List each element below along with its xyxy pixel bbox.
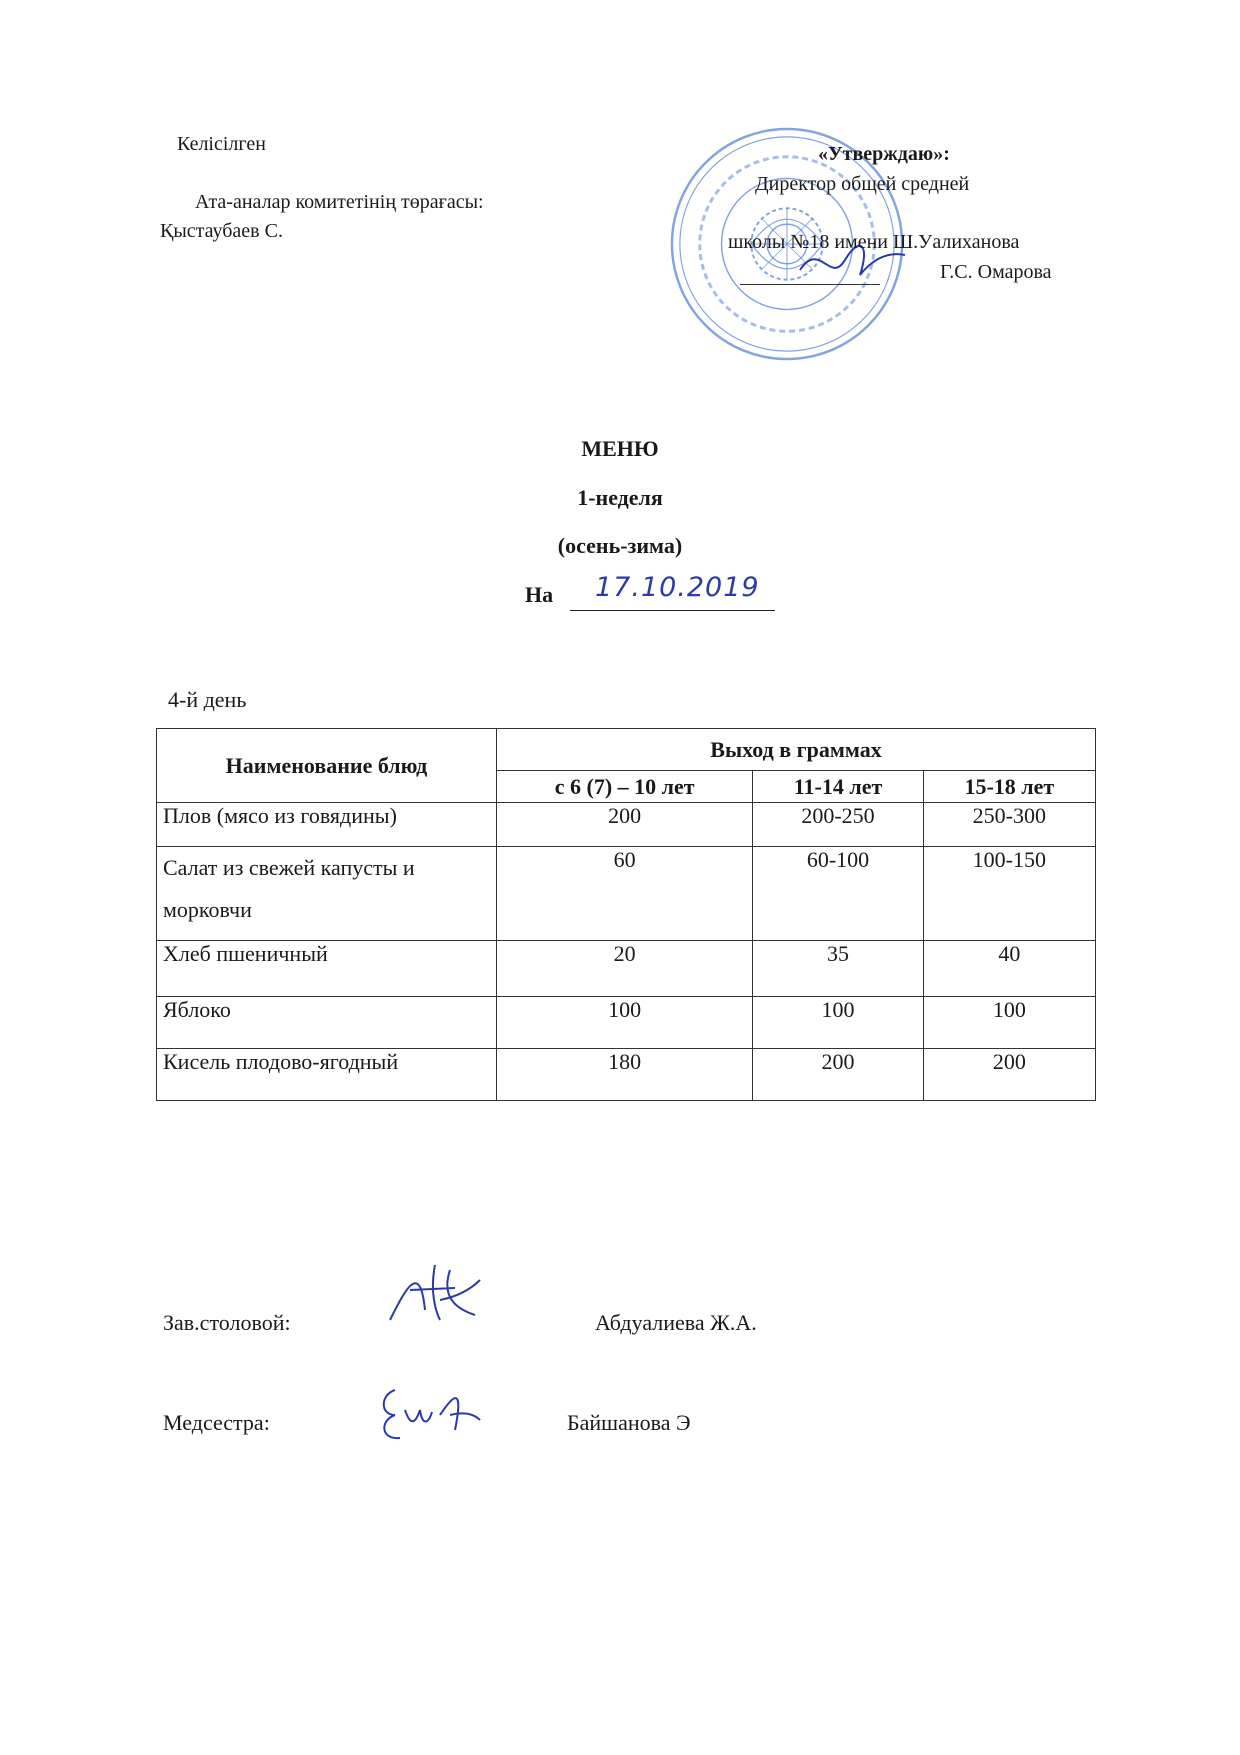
table-row (157, 847, 1096, 941)
head-canteen-label: Зав.столовой: (163, 1310, 291, 1335)
portion-value: 40 (923, 941, 1095, 997)
director-position-line2: школы №18 имени Ш.Уалиханова (728, 231, 1020, 253)
output-header: Выход в граммах (497, 729, 1096, 771)
nurse-name: Байшанова Э (567, 1410, 691, 1435)
portion-value: 35 (753, 941, 923, 997)
portion-value: 180 (497, 1049, 753, 1101)
director-name: Г.С. Омарова (940, 261, 1052, 283)
date-value: 17.10.2019 (595, 572, 760, 603)
week-title: 1-неделя (577, 485, 663, 510)
portion-value: 250-300 (923, 803, 1095, 847)
head-canteen-signature-icon (380, 1250, 490, 1340)
table-row (157, 941, 1096, 997)
director-position-line1: Директор общей средней (755, 173, 970, 195)
agreed-label: Келісілген (177, 133, 266, 155)
menu-title: МЕНЮ (581, 436, 659, 461)
table-row (157, 803, 1096, 847)
dish-name: Плов (мясо из говядины) (157, 803, 497, 847)
portion-value: 60-100 (753, 847, 923, 941)
portion-value: 100-150 (923, 847, 1095, 941)
portion-value: 20 (497, 941, 753, 997)
director-signature-line (740, 284, 880, 285)
head-canteen-name: Абдуалиева Ж.А. (595, 1310, 757, 1335)
dish-name: Яблоко (157, 997, 497, 1049)
menu-table (156, 728, 1096, 1101)
table-row (157, 1049, 1096, 1101)
portion-value: 60 (497, 847, 753, 941)
nurse-signature-icon (370, 1370, 490, 1450)
season-title: (осень-зима) (557, 533, 683, 558)
nurse-label: Медсестра: (163, 1410, 270, 1435)
dish-name-header: Наименование блюд (157, 729, 497, 803)
portion-value: 200-250 (753, 803, 923, 847)
portion-value: 200 (497, 803, 753, 847)
dish-name: Салат из свежей капусты и морковчи (163, 855, 415, 922)
committee-role: Ата-аналар комитетінің төрағасы: (195, 191, 484, 213)
date-underline (570, 610, 775, 611)
table-row (157, 997, 1096, 1049)
date-label: На (525, 582, 554, 607)
age-group-header: 11-14 лет (753, 771, 923, 803)
dish-name: Хлеб пшеничный (157, 941, 497, 997)
dish-name: Кисель плодово-ягодный (157, 1049, 497, 1101)
committee-name: Қыстаубаев С. (160, 220, 283, 242)
age-group-header: с 6 (7) – 10 лет (497, 771, 753, 803)
portion-value: 100 (753, 997, 923, 1049)
portion-value: 200 (753, 1049, 923, 1101)
approve-title: «Утверждаю»: (818, 143, 950, 165)
portion-value: 100 (497, 997, 753, 1049)
age-group-header: 15-18 лет (923, 771, 1095, 803)
portion-value: 100 (923, 997, 1095, 1049)
day-label: 4-й день (168, 687, 247, 712)
portion-value: 200 (923, 1049, 1095, 1101)
